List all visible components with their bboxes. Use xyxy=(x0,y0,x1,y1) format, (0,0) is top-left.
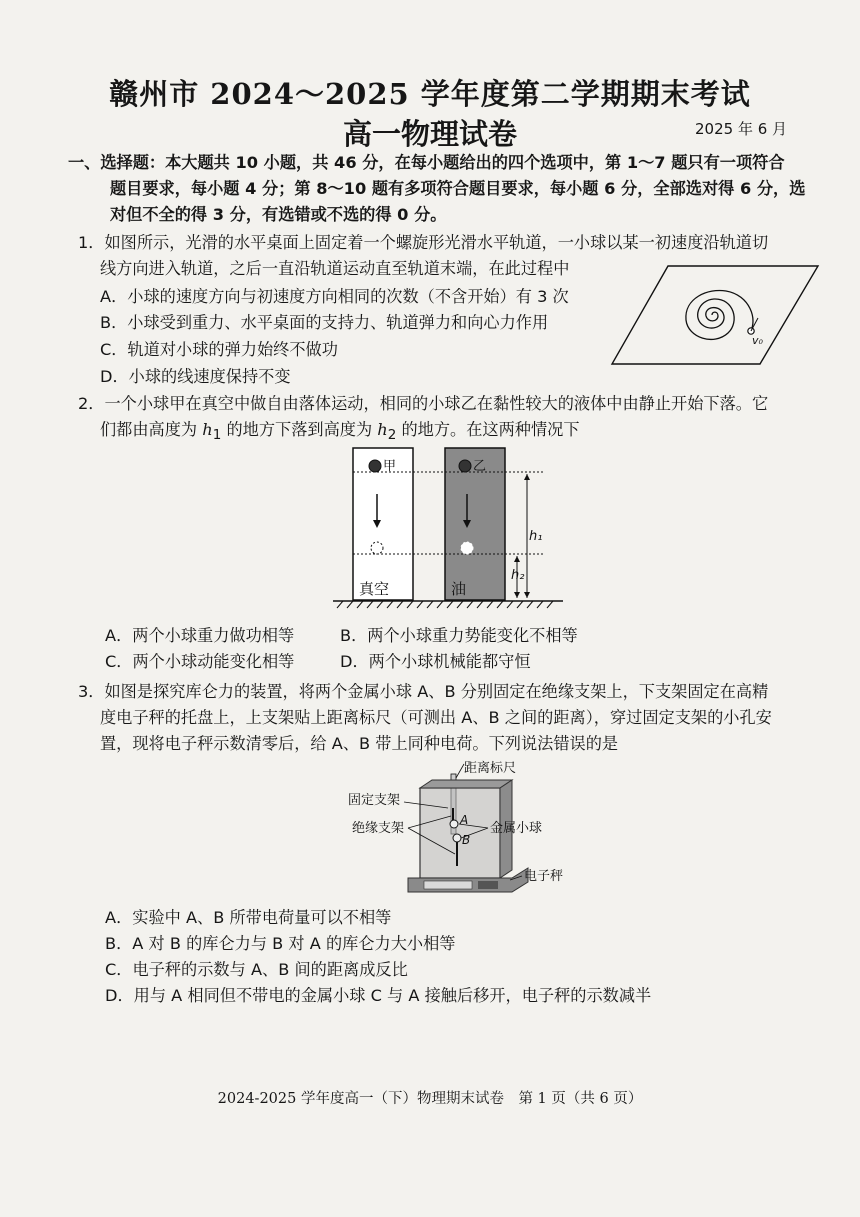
velocity-label: v₀ xyxy=(752,334,763,347)
q3-stem-line1: 3．如图是探究库仑力的装置，将两个金属小球 A、B 分别固定在绝缘支架上，下支架固定在高精 xyxy=(78,682,769,701)
q1-stem-line2: 线方向进入轨道，之后一直沿轨道运动直至轨道末端，在此过程中 xyxy=(100,259,570,278)
section-heading-line2: 题目要求，每小题 4 分；第 8～10 题有多项符合题目要求，每小题 6 分，全部选对得 6 分，选 xyxy=(110,179,806,198)
q1-stem-line1: 1．如图所示，光滑的水平桌面上固定着一个螺旋形光滑水平轨道，一小球以某一初速度沿轨道切 xyxy=(78,233,769,252)
coulomb-apparatus-figure xyxy=(340,758,590,903)
q2-option-b: B．两个小球重力势能变化不相等 xyxy=(340,626,578,645)
label-oil: 油 xyxy=(451,580,467,598)
label-insulating-support: 绝缘支架 xyxy=(352,821,405,836)
label-vacuum: 真空 xyxy=(359,580,390,598)
exam-title: 赣州市 2024～2025 学年度第二学期期末考试 xyxy=(109,77,751,111)
q3-stem-line2: 度电子秤的托盘上，上支架贴上距离标尺（可测出 A、B 之间的距离），穿过固定支架的小孔安 xyxy=(100,708,772,727)
q3-option-c: C．电子秤的示数与 A、B 间的距离成反比 xyxy=(105,960,408,979)
exam-subtitle: 高一物理试卷 xyxy=(342,117,517,151)
q1-option-b: B．小球受到重力、水平桌面的支持力、轨道弹力和向心力作用 xyxy=(100,313,549,332)
symbol-h1-sub: 1 xyxy=(212,427,222,444)
spiral-track-figure xyxy=(610,262,820,372)
q2-option-a: A．两个小球重力做功相等 xyxy=(105,626,295,645)
q2-stem-line2 xyxy=(100,417,580,448)
label-B: B xyxy=(462,833,471,847)
q3-option-b: B．A 对 B 的库仑力与 B 对 A 的库仑力大小相等 xyxy=(105,934,456,953)
symbol-h2: h xyxy=(377,420,388,439)
section-heading-line3: 对但不全的得 3 分，有选错或不选的得 0 分。 xyxy=(110,205,447,224)
q3-stem-line3: 置，现将电子秤示数清零后，给 A、B 带上同种电荷。下列说法错误的是 xyxy=(100,734,619,753)
page-footer: 2024-2025 学年度高一（下）物理期末试卷 第 1 页（共 6 页） xyxy=(217,1091,643,1107)
symbol-h1: h xyxy=(202,420,213,439)
q2-text-mid: 的地方下落到高度为 xyxy=(221,420,378,439)
label-h1: h₁ xyxy=(529,529,543,544)
q3-option-a: A．实验中 A、B 所带电荷量可以不相等 xyxy=(105,908,392,927)
q2-stem-line1: 2．一个小球甲在真空中做自由落体运动，相同的小球乙在黏性较大的液体中由静止开始下落。它 xyxy=(78,394,769,413)
q2-text-post: 的地方。在这两种情况下 xyxy=(396,420,580,439)
q3-option-d: D．用与 A 相同但不带电的金属小球 C 与 A 接触后移开，电子秤的示数减半 xyxy=(105,986,652,1005)
label-ruler: 距离标尺 xyxy=(464,761,517,776)
q2-option-c: C．两个小球动能变化相等 xyxy=(105,652,295,671)
label-A: A xyxy=(460,813,469,827)
exam-date: 2025 年 6 月 xyxy=(695,120,788,138)
q2-option-d: D．两个小球机械能都守恒 xyxy=(340,652,531,671)
label-fixed-support: 固定支架 xyxy=(348,793,401,808)
label-jia: 甲 xyxy=(383,459,397,474)
q1-option-d: D．小球的线速度保持不变 xyxy=(100,367,291,386)
label-electronic-scale: 电子秤 xyxy=(524,869,564,884)
q1-option-a: A．小球的速度方向与初速度方向相同的次数（不含开始）有 3 次 xyxy=(100,287,569,306)
symbol-h2-sub: 2 xyxy=(387,427,397,444)
label-yi: 乙 xyxy=(473,459,487,474)
label-metal-ball: 金属小球 xyxy=(490,821,543,836)
section-heading-line1: 一、选择题：本大题共 10 小题，共 46 分，在每小题给出的四个选项中，第 1～7 题只有一项符合 xyxy=(68,153,785,172)
label-h2: h₂ xyxy=(511,568,525,583)
fall-comparison-figure xyxy=(333,446,563,616)
q1-option-c: C．轨道对小球的弹力始终不做功 xyxy=(100,340,338,359)
q2-text-pre: 们都由高度为 xyxy=(100,420,203,439)
